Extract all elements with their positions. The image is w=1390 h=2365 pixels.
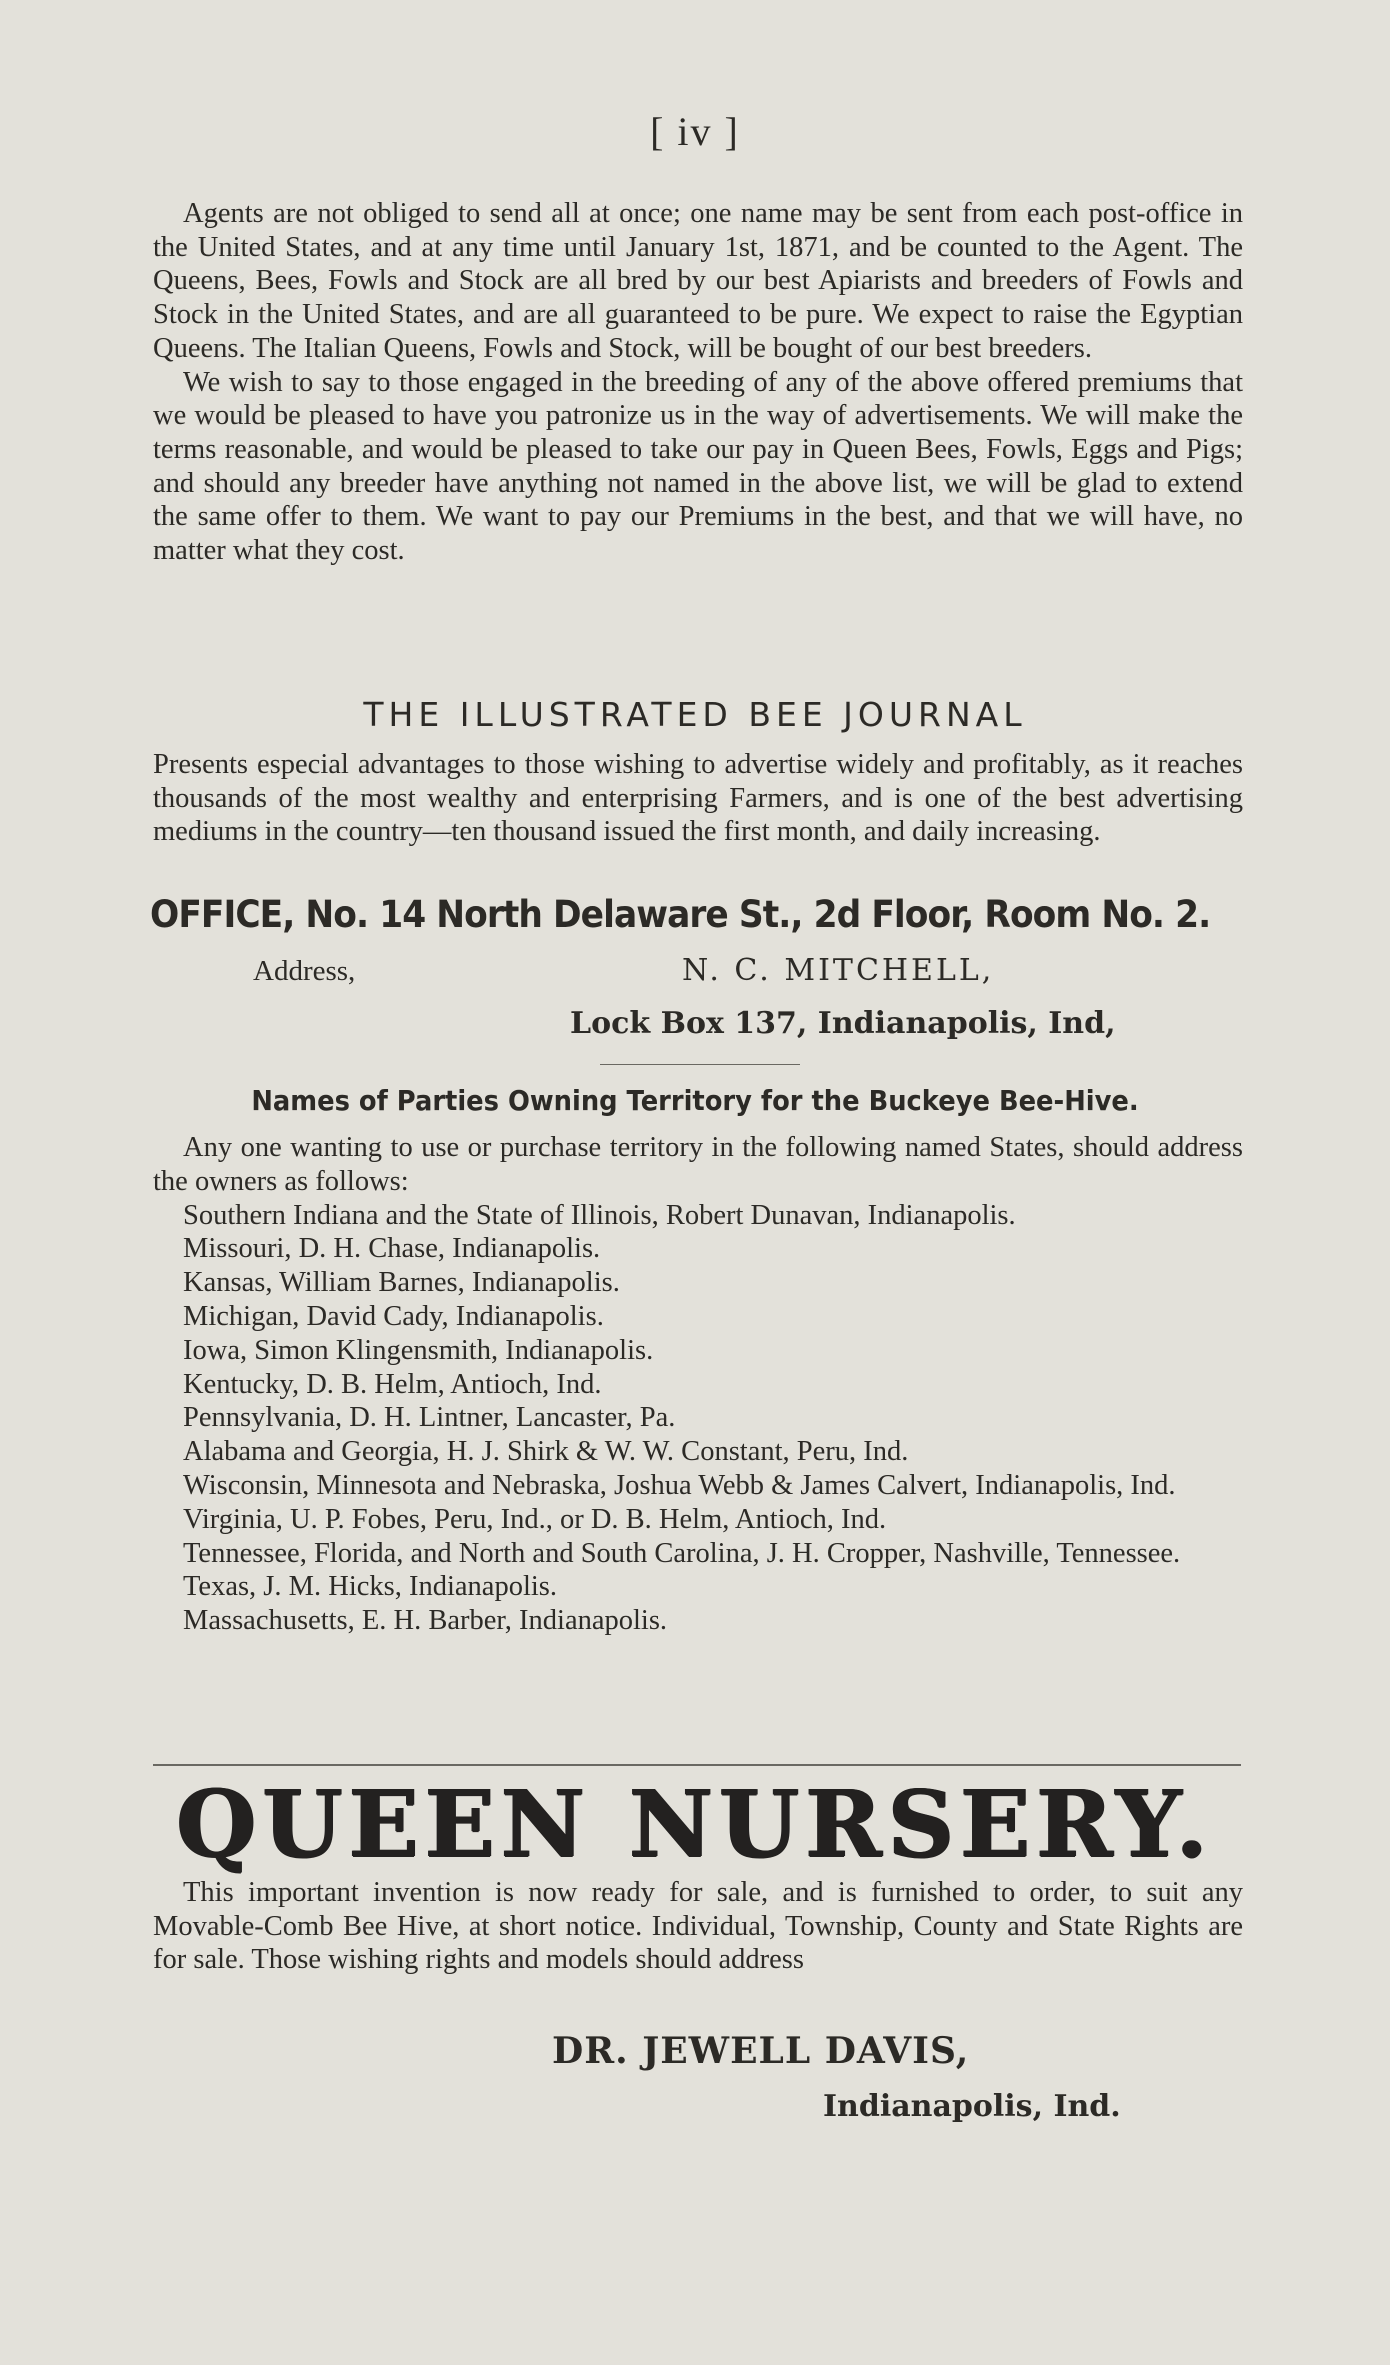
list-item: Wisconsin, Minnesota and Nebraska, Joshua Webb & James Calvert, Indianapolis, Ind. [183, 1469, 1176, 1501]
list-item: Alabama and Georgia, H. J. Shirk & W. W. Constant, Peru, Ind. [183, 1436, 909, 1468]
list-item: Southern Indiana and the State of Illinois, Robert Dunavan, Indianapolis. [183, 1199, 1016, 1231]
address-name: N. C. MITCHELL, [682, 953, 995, 988]
office-address-line: OFFICE, No. 14 North Delaware St., 2d Floor, Room No. 2. [150, 893, 1211, 936]
territory-intro: Any one wanting to use or purchase territory in the following named States, should address the owners as follows: [153, 1132, 1243, 1197]
list-item: Massachusetts, E. H. Barber, Indianapolis. [183, 1605, 668, 1637]
contact-city: Indianapolis, Ind. [823, 2089, 1121, 2124]
address-label: Address, [253, 955, 356, 987]
journal-section [153, 748, 1243, 849]
territory-heading: Names of Parties Owning Territory for the Buckeye Bee-Hive. [251, 1084, 1139, 1117]
list-item: Pennsylvania, D. H. Lintner, Lancaster, Pa. [183, 1402, 676, 1434]
list-item: Texas, J. M. Hicks, Indianapolis. [183, 1571, 557, 1603]
list-item: Missouri, D. H. Chase, Indianapolis. [183, 1233, 601, 1265]
page-number: [ iv ] [650, 109, 740, 154]
list-item: Iowa, Simon Klingensmith, Indianapolis. [183, 1334, 654, 1366]
premiums-notice [153, 197, 1243, 568]
list-item: Kansas, William Barnes, Indianapolis. [183, 1267, 620, 1299]
list-item: Michigan, David Cady, Indianapolis. [183, 1300, 604, 1332]
short-divider [600, 1064, 800, 1065]
address-lock-box: Lock Box 137, Indianapolis, Ind, [570, 1006, 1116, 1041]
premiums-paragraph-agents: Agents are not obliged to send all at once; one name may be sent from each post-office in the United States, and at any time until January 1st, 1871, and be counted to the Agent. The Queens, Bees, Fowls and Stock are all bred by our best Apiarists and breeders of Fowls and Stock in the United States, and are all guaranteed to be pure. We expect to raise the Egyptian Queens. The Italian Queens, Fowls and Stock, will be bought of our best breeders. [153, 198, 1243, 364]
premiums-paragraph-breeders: We wish to say to those engaged in the breeding of any of the above offered premiums that we would be pleased to have you patronize us in the way of advertisements. We will make the terms reasonable, and would be pleased to take our pay in Queen Bees, Fowls, Eggs and Pigs; and should any breeder have anything not named in the above list, we will be glad to extend the same offer to them. We want to pay our Premiums in the best, and that we will have, no matter what they cost. [153, 366, 1243, 567]
nursery-section [153, 1876, 1243, 1977]
list-item: Virginia, U. P. Fobes, Peru, Ind., or D. B. Helm, Antioch, Ind. [183, 1503, 887, 1535]
journal-body: Presents especial advantages to those wishing to advertise widely and profitably, as it reaches thousands of the most wealthy and enterprising Farmers, and is one of the best advertising mediums in the country—ten thousand issued the first month, and daily increasing. [153, 749, 1243, 848]
nursery-body: This important invention is now ready for sale, and is furnished to order, to suit any Movable-Comb Bee Hive, at short notice. Individual, Township, County and State Rights are for sale. Those wishing rights and models should address [153, 1877, 1243, 1976]
contact-name: DR. JEWELL DAVIS, [552, 2030, 970, 2072]
list-item: Tennessee, Florida, and North and South Carolina, J. H. Cropper, Nashville, Tennessee. [183, 1537, 1181, 1569]
section-divider [153, 1764, 1241, 1766]
journal-heading: THE ILLUSTRATED BEE JOURNAL [363, 695, 1027, 734]
list-item: Kentucky, D. B. Helm, Antioch, Ind. [183, 1368, 602, 1400]
queen-nursery-title: QUEEN NURSERY. [176, 1770, 1214, 1878]
territory-owners-list [153, 1131, 1243, 1638]
